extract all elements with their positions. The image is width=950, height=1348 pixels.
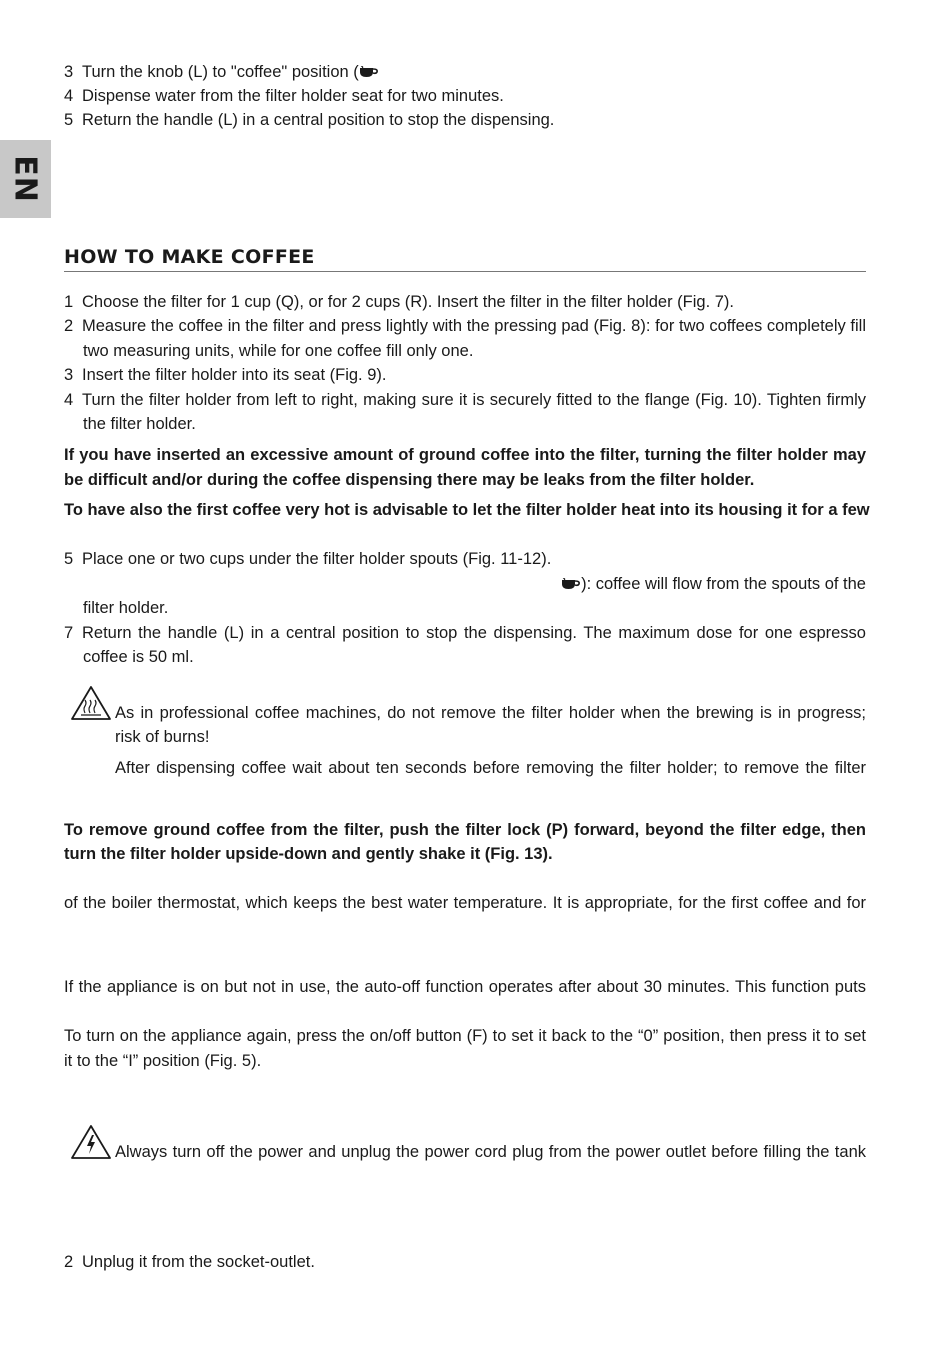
language-tab-label: EN bbox=[7, 155, 43, 203]
turn-on-line-1: To turn on the appliance again, press the on/off button (F) to set it back to the “0” position, then press it to set bbox=[64, 1027, 866, 1045]
section-heading: HOW TO MAKE COFFEE bbox=[64, 246, 315, 268]
hot-surface-warning-icon bbox=[70, 685, 112, 721]
auto-off-line: If the appliance is on but not in use, the auto-off function operates after about 30 minutes. This function puts bbox=[64, 978, 866, 996]
step-5: 5 Place one or two cups under the filter holder spouts (Fig. 11-12). bbox=[64, 550, 552, 568]
bold-note-2: To have also the first coffee very hot is advisable to let the filter holder heat into its housing it for a few bbox=[64, 501, 870, 519]
bold-note-1-line-1: If you have inserted an excessive amount of ground coffee into the filter, turning the filter holder may bbox=[64, 446, 866, 464]
electric-shock-warning-icon bbox=[70, 1124, 112, 1160]
step-4-line-2: the filter holder. bbox=[83, 415, 196, 433]
top-step-4: 4 Dispense water from the filter holder seat for two minutes. bbox=[64, 87, 504, 105]
step-4-line-1: 4 Turn the filter holder from left to right, making sure it is securely fitted to the flange (Fig. 10). Tighten firmly bbox=[64, 391, 866, 409]
hot-warning-line-2: risk of burns! bbox=[115, 728, 210, 746]
step-7-line-1: 7 Return the handle (L) in a central position to stop the dispensing. The maximum dose for one espresso bbox=[64, 624, 866, 642]
step-6-line-2: filter holder. bbox=[83, 599, 169, 617]
step-2-line-1: 2 Measure the coffee in the filter and press lightly with the pressing pad (Fig. 8): for two coffees completely fill bbox=[64, 317, 866, 335]
hot-warning-line-1: As in professional coffee machines, do not remove the filter holder when the brewing is in progress; bbox=[115, 704, 866, 722]
step-7-line-2: coffee is 50 ml. bbox=[83, 648, 194, 666]
bold-note-3-line-1: To remove ground coffee from the filter, push the filter lock (P) forward, beyond the filter edge, then bbox=[64, 821, 866, 839]
turn-on-line-2: it to the “I” position (Fig. 5). bbox=[64, 1052, 262, 1070]
step-6-line-1: ): coffee will flow from the spouts of the bbox=[561, 574, 866, 594]
step-2-line-2: two measuring units, while for one coffee fill only one. bbox=[83, 342, 474, 360]
heading-rule bbox=[64, 271, 866, 272]
thermostat-line: of the boiler thermostat, which keeps the best water temperature. It is appropriate, for the first coffee and for bbox=[64, 894, 866, 912]
bold-note-3-line-2: turn the filter holder upside-down and gently shake it (Fig. 13). bbox=[64, 845, 553, 863]
language-tab bbox=[0, 140, 51, 218]
top-step-5: 5 Return the handle (L) in a central position to stop the dispensing. bbox=[64, 111, 555, 129]
step-3: 3 Insert the filter holder into its seat (Fig. 9). bbox=[64, 366, 387, 384]
electric-warning-line: Always turn off the power and unplug the power cord plug from the power outlet before filling the tank bbox=[115, 1143, 866, 1161]
top-step-3: 3 Turn the knob (L) to "coffee" position ( bbox=[64, 62, 866, 82]
coffee-cup-icon bbox=[561, 578, 581, 590]
step-1: 1 Choose the filter for 1 cup (Q), or for 2 cups (R). Insert the filter in the filter holder (Fig. 7). bbox=[64, 293, 734, 311]
bottom-step-2: 2 Unplug it from the socket-outlet. bbox=[64, 1253, 315, 1271]
hot-warning-line-3: After dispensing coffee wait about ten seconds before removing the filter holder; to remove the filter bbox=[115, 759, 866, 777]
bold-note-1-line-2: be difficult and/or during the coffee dispensing there may be leaks from the filter holder. bbox=[64, 471, 755, 489]
coffee-cup-icon bbox=[359, 66, 379, 78]
